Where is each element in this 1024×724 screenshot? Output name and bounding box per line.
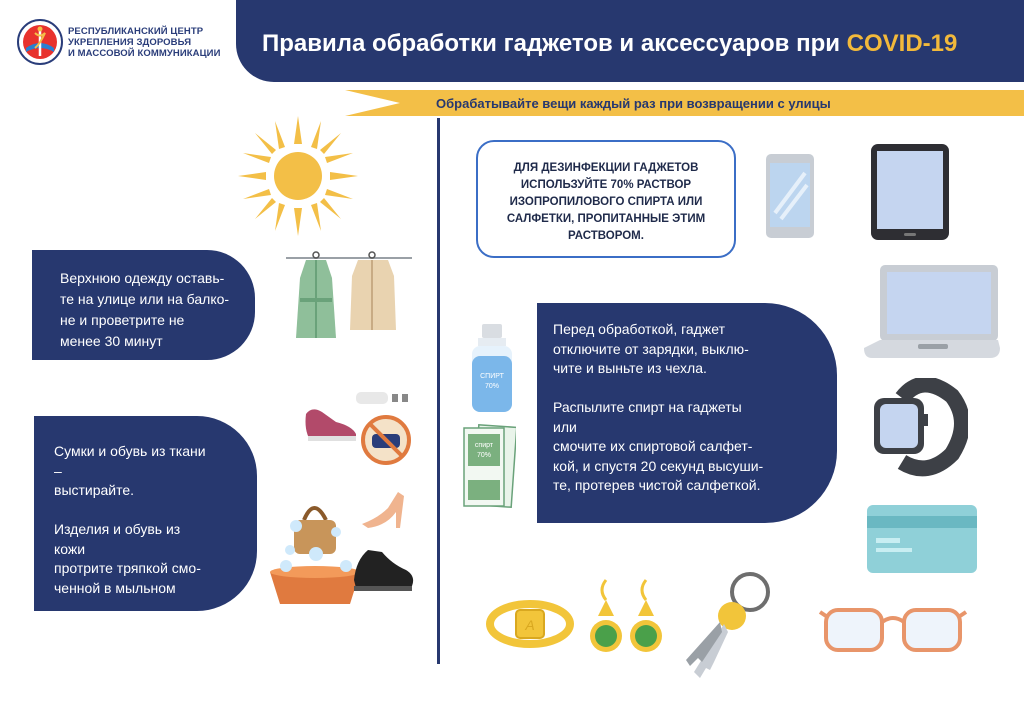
eyeglasses-icon <box>818 602 968 656</box>
text-line: Верхнюю одежду оставь- <box>60 270 225 286</box>
coats-on-rack-icon <box>286 248 412 356</box>
sneaker-icon <box>302 396 362 444</box>
alcohol-bottle-icon <box>468 322 516 414</box>
bottle-label-2: 70% <box>484 383 500 390</box>
text-line: или <box>553 418 577 435</box>
text-line: смочите их спиртовой салфет- <box>553 438 753 454</box>
laptop-icon <box>862 264 1002 360</box>
soap-icon <box>356 390 412 406</box>
organization-name <box>68 26 221 59</box>
bags-shoes-instruction-text <box>54 442 206 598</box>
text-line: те, протерев чистой салфеткой. <box>553 477 761 493</box>
text-line: менее 30 минут <box>60 333 163 349</box>
text-line: Распылите спирт на гаджеты <box>553 399 742 415</box>
page-title <box>262 30 957 58</box>
ring-icon <box>486 598 574 650</box>
text-line: ченной в мыльном <box>54 579 176 596</box>
text-line: ИЗОПРОПИЛОВОГО СПИРТА ИЛИ <box>509 196 703 208</box>
title-main: Правила обработки гаджетов и аксессуаров при <box>262 30 847 57</box>
text-line: чите и выньте из чехла. <box>553 360 707 376</box>
logo-line: УКРЕПЛЕНИЯ ЗДОРОВЬЯ <box>68 37 192 48</box>
smartwatch-icon <box>872 378 968 478</box>
organization-logo <box>16 18 64 66</box>
high-heel-icon <box>358 488 410 532</box>
wipes-label-2: 70% <box>476 452 492 459</box>
text-line: РАСТВОРОМ. <box>568 230 644 242</box>
text-line: протрите тряпкой смо- <box>54 560 201 576</box>
text-line: САЛФЕТКИ, ПРОПИТАННЫЕ ЭТИМ <box>506 213 706 225</box>
text-line: ИСПОЛЬЗУЙТЕ 70% РАСТВОР <box>520 179 692 191</box>
no-wash-icon <box>360 414 412 466</box>
bottle-label-1: СПИРТ <box>480 373 504 380</box>
title-accent: COVID-19 <box>846 30 958 57</box>
text-line: выстирайте. <box>54 482 135 498</box>
text-line: Изделия и обувь из <box>54 521 181 537</box>
gadget-instruction-text <box>553 320 763 496</box>
outerwear-instruction-text <box>60 268 229 352</box>
text-line: – <box>54 462 62 479</box>
alcohol-wipes-icon <box>462 422 516 508</box>
text-line: не и проветрите не <box>60 312 185 328</box>
smartphone-icon <box>765 153 815 239</box>
keys-icon <box>680 566 776 688</box>
text-line: ДЛЯ ДЕЗИНФЕКЦИИ ГАДЖЕТОВ <box>513 162 699 174</box>
sun-icon <box>238 116 358 236</box>
text-line: Перед обработкой, гаджет <box>553 321 725 337</box>
leather-shoe-icon <box>348 540 418 596</box>
logo-line: РЕСПУБЛИКАНСКИЙ ЦЕНТР <box>68 26 204 37</box>
svg-text:A: A <box>525 617 535 633</box>
wipes-label-1: спирт <box>474 442 494 449</box>
subtitle-text: Обрабатывайте вещи каждый раз при возвращении с улицы <box>436 96 831 111</box>
text-line: кой, и спустя 20 секунд высуши- <box>553 457 764 474</box>
vertical-divider <box>437 118 440 664</box>
logo-line: И МАССОВОЙ КОММУНИКАЦИИ <box>68 48 221 59</box>
text-line: отключите от зарядки, выклю- <box>553 340 749 357</box>
text-line: те на улице или на балко- <box>60 291 230 307</box>
bank-card-icon <box>866 504 978 574</box>
text-line: Сумки и обувь из ткани <box>54 443 206 459</box>
disinfection-info-text <box>484 160 728 245</box>
earrings-icon <box>588 576 668 666</box>
tablet-icon <box>870 143 950 241</box>
text-line: кожи <box>54 540 86 557</box>
